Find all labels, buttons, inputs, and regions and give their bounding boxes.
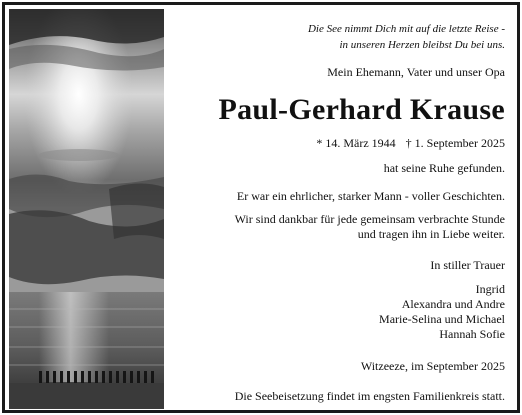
obituary-card [2, 2, 520, 413]
mourning-text: In stiller Trauer [430, 258, 505, 272]
quote-line-2: in unseren Herzen bleibst Du bei uns. [339, 39, 505, 51]
place-date: Witzeeze, im September 2025 [360, 359, 505, 373]
thanks-text [235, 212, 505, 242]
family-member: Ingrid [475, 282, 505, 296]
burial-notice: Die Seebeisetzung findet im engsten Familienkreis statt. [234, 389, 505, 403]
life-dates [316, 136, 505, 151]
family-member: Alexandra und Andre [401, 297, 505, 311]
quote-line-1: Die See nimmt Dich mit auf die letzte Reise - [307, 23, 505, 35]
death-date: † 1. September 2025 [405, 136, 505, 150]
thanks-line-2: und tragen ihn in Liebe weiter. [357, 227, 505, 241]
character-text: Er war ein ehrlicher, starker Mann - voller Geschichten. [236, 189, 505, 203]
thanks-line-1: Wir sind dankbar für jede gemeinsam verbrachte Stunde [234, 212, 505, 226]
intro-text: Mein Ehemann, Vater und unser Opa [327, 65, 505, 79]
quote-text [308, 21, 505, 53]
family-member: Marie-Selina und Michael [379, 312, 505, 326]
sea-sunset-photo [9, 9, 164, 409]
rest-text: hat seine Ruhe gefunden. [383, 161, 505, 175]
birth-date: * 14. März 1944 [316, 136, 396, 150]
family-member: Hannah Sofie [439, 327, 505, 341]
family-list [379, 282, 505, 342]
deceased-name: Paul-Gerhard Krause [218, 93, 505, 126]
